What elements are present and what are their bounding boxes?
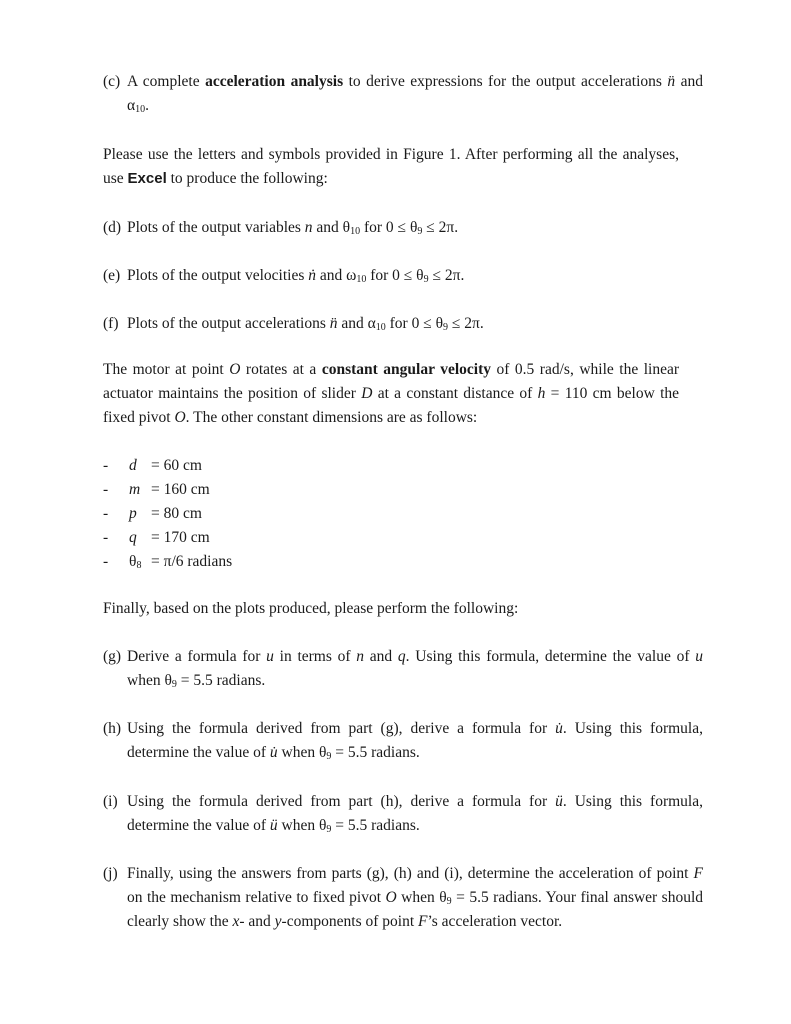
intro-paragraph: Please use the letters and symbols provided in Figure 1. After performing all the analyses, use Excel to produce the following: xyxy=(103,146,679,187)
list-item: - p = 80 cm xyxy=(103,505,202,522)
item-j: (j) Finally, using the answers from parts (g), (h) and (i), determine the acceleration of point F on the mechanism relative to fixed pivot O when $\theta_9 = 5.5$ radians. Your final answer should clearly show the x- and y-components of point F’s acceleration vector. xyxy=(103,862,703,934)
item-d: (d) Plots of the output variables n and $\theta_{10}$ for $0 \le \theta_9 \le 2\pi$. xyxy=(103,216,703,240)
constant-angular-velocity-emphasis: constant angular velocity xyxy=(321,361,491,378)
list-item: - d = 60 cm xyxy=(103,457,202,474)
item-i-marker: (i) xyxy=(103,793,118,810)
list-item: - m = 160 cm xyxy=(103,481,210,498)
item-g-marker: (g) xyxy=(103,648,122,665)
item-f-marker: (f) xyxy=(103,315,119,332)
item-h: (h) Using the formula derived from part (g), derive a formula for u̇. Using this formula, determine the value of u̇ when $\theta_9 = 5.5$ radians. xyxy=(103,717,703,765)
item-j-marker: (j) xyxy=(103,865,118,882)
item-h-marker: (h) xyxy=(103,720,122,737)
item-e-marker: (e) xyxy=(103,267,121,284)
item-e: (e) Plots of the output velocities ṅ and $\omega_{10}$ for $0 \le \theta_9 \le 2\pi$. xyxy=(103,264,703,288)
finally-paragraph: Finally, based on the plots produced, please perform the following: xyxy=(103,600,519,617)
item-c: (c) A complete acceleration analysis to derive expressions for the output accelerations n̈ and $\alpha_{10}$. xyxy=(103,70,703,118)
acceleration-analysis-emphasis: acceleration analysis xyxy=(205,73,344,90)
item-d-marker: (d) xyxy=(103,219,122,236)
motor-paragraph: The motor at point O rotates at a constant angular velocity of 0.5 rad/s, while the linear actuator maintains the position of slider D at a constant distance of h = 110 cm below the fixed pivot O. The other constant dimensions are as follows: xyxy=(103,361,680,426)
item-c-marker: (c) xyxy=(103,73,121,90)
item-i: (i) Using the formula derived from part (h), derive a formula for ü. Using this formula, determine the value of ü when $\theta_9 = 5.5$ radians. xyxy=(103,790,703,838)
list-item: - q = 170 cm xyxy=(103,529,210,546)
dimensions-list xyxy=(103,454,503,574)
item-f: (f) Plots of the output accelerations n̈ and $\alpha_{10}$ for $0 \le \theta_9 \le 2\pi$. xyxy=(103,312,703,336)
excel-emphasis: Excel xyxy=(127,170,167,187)
item-g: (g) Derive a formula for u in terms of n and q. Using this formula, determine the value of u when $\theta_9 = 5.5$ radians. xyxy=(103,645,703,693)
list-item: - $\theta_8$ = π/6 radians xyxy=(103,553,233,571)
